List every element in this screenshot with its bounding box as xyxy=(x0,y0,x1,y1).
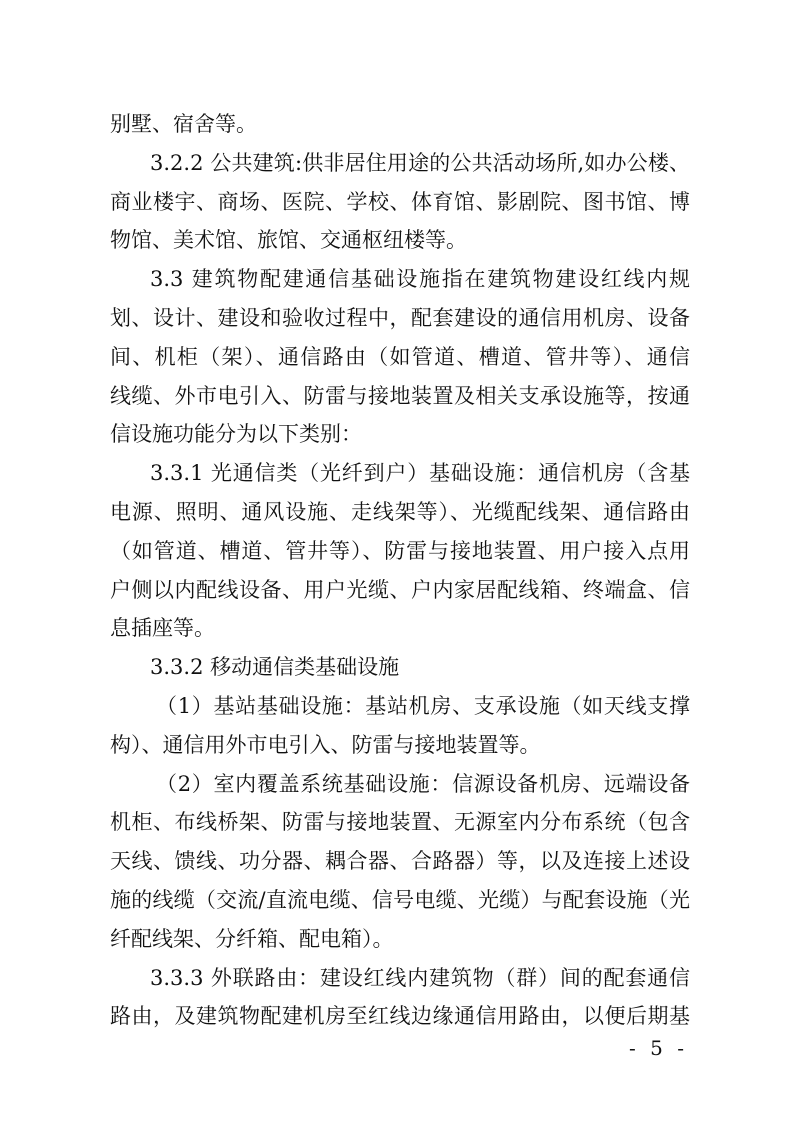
text-line: 别墅、宿舍等。 xyxy=(110,112,257,136)
text-line: 电源、照明、通风设施、走线架等）、光缆配线架、通信路由 xyxy=(110,499,690,524)
text-line: 纤配线架、分纤箱、配电箱）。 xyxy=(110,926,394,951)
document-body xyxy=(110,105,690,1036)
text-line: 间、机柜（架）、通信路由（如管道、槽道、管井等）、通信 xyxy=(110,344,690,369)
text-line: 信设施功能分为以下类别： xyxy=(110,422,362,447)
text-line: 线缆、外市电引入、防雷与接地装置及相关支承设施等，按通 xyxy=(110,383,690,408)
text-line: 3.3 建筑物配建通信基础设施指在建筑物建设红线内规 xyxy=(150,267,690,292)
text-line: 3.3.1 光通信类（光纤到户）基础设施：通信机房（含基 xyxy=(150,461,690,486)
text-line: 商业楼宇、商场、医院、学校、体育馆、影剧院、图书馆、博 xyxy=(110,189,690,214)
text-line: 3.3.2 移动通信类基础设施 xyxy=(150,655,400,680)
text-line: 路由，及建筑物配建机房至红线边缘通信用路由，以便后期基 xyxy=(110,1004,690,1029)
text-line: 3.3.3 外联路由：建设红线内建筑物（群）间的配套通信 xyxy=(150,965,690,990)
text-line: 机柜、布线桥架、防雷与接地装置、无源室内分布系统（包含 xyxy=(110,810,690,835)
text-line: 息插座等。 xyxy=(110,616,215,641)
text-line: 划、设计、建设和验收过程中，配套建设的通信用机房、设备 xyxy=(110,305,690,330)
text-line: 3.2.2 公共建筑:供非居住用途的公共活动场所,如办公楼、 xyxy=(150,150,690,175)
text-line: 天线、馈线、功分器、耦合器、合路器）等，以及连接上述设 xyxy=(110,849,690,874)
text-line: 物馆、美术馆、旅馆、交通枢纽楼等。 xyxy=(110,228,467,253)
text-line: （2）室内覆盖系统基础设施：信源设备机房、远端设备 xyxy=(156,771,690,796)
text-line: （如管道、槽道、管井等）、防雷与接地装置、用户接入点用 xyxy=(110,538,690,563)
page-number: - 5 - xyxy=(629,1036,688,1060)
text-line: 施的线缆（交流/直流电缆、信号电缆、光缆）与配套设施（光 xyxy=(110,887,690,912)
text-line: 构）、通信用外市电引入、防雷与接地装置等。 xyxy=(110,732,541,757)
text-line: （1）基站基础设施：基站机房、支承设施（如天线支撑 xyxy=(156,693,690,718)
text-line: 户侧以内配线设备、用户光缆、户内家居配线箱、终端盒、信 xyxy=(110,577,690,602)
